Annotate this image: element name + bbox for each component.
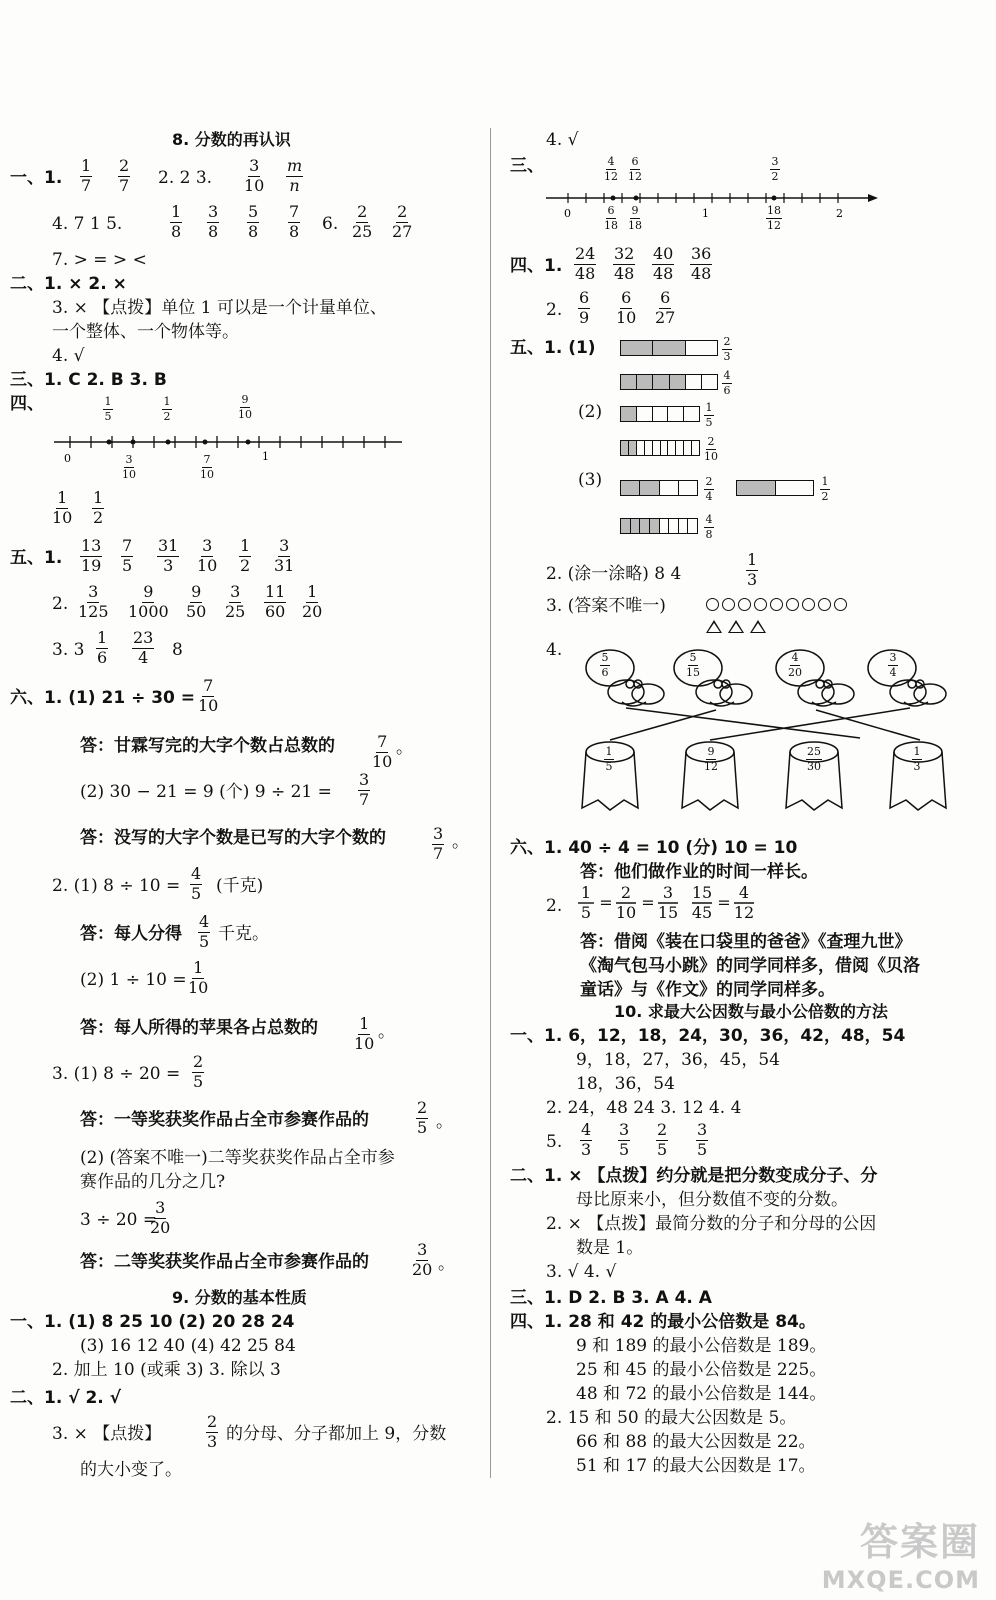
fraction: $\frac{4}{3}$: [581, 1120, 592, 1159]
left-line: 。: [378, 1022, 395, 1042]
fraction: $\frac{6}{27}$: [655, 288, 676, 327]
left-line: 3. × 【点拨】单位 1 可以是一个计量单位、: [52, 298, 387, 318]
fraction: $\frac{4}{5}$: [199, 912, 210, 951]
svg-text:=: =: [599, 893, 613, 912]
left-line: 答：每人分得: [80, 924, 182, 944]
watermark: [822, 1511, 980, 1594]
right-line: 48 和 72 的最小公倍数是 144。: [576, 1384, 827, 1404]
stump-fraction: $\frac{9}{12}$: [704, 745, 718, 773]
fraction: $\frac{5}{8}$: [248, 202, 259, 241]
fraction: $\frac{2}{3}$: [723, 335, 731, 363]
fraction: $\frac{3}{20}$: [412, 1240, 433, 1279]
right-line: 4. √: [546, 130, 579, 150]
fraction: $\frac{6}{12}$: [628, 155, 642, 183]
fraction: $\frac{3}{7}$: [433, 824, 444, 863]
fraction: $\frac{1}{6}$: [97, 628, 108, 667]
fraction: $\frac{3}{5}$: [697, 1120, 708, 1159]
left-line: 的分母、分子都加上 9，分数: [226, 1424, 447, 1444]
fraction-bar: [620, 440, 700, 456]
number-line-2: [540, 150, 880, 240]
left-line: 五、1.: [10, 548, 63, 568]
fraction: $\frac{36}{48}$: [691, 244, 712, 283]
right-line: 答：他们做作业的时间一样长。: [580, 862, 818, 882]
left-line: 三、1. C 2. B 3. B: [10, 370, 167, 390]
left-line: 7. > = > <: [52, 250, 147, 270]
svg-text:4: 4: [738, 884, 750, 902]
section-9-title: 9. 分数的基本性质: [172, 1288, 307, 1307]
watermark-line2: MXQE.COM: [821, 1566, 980, 1594]
nl2-label-0: 0: [564, 207, 571, 220]
fraction: $\frac{3}{10}$: [197, 536, 218, 575]
left-line: 2. (1) 8 ÷ 10 =: [52, 876, 181, 896]
left-line: 4. √: [52, 346, 85, 366]
left-line: 。: [436, 1112, 453, 1132]
fraction: $\frac{1}{20}$: [302, 582, 323, 621]
fraction: $\frac{9}{50}$: [186, 582, 207, 621]
left-line: 答：每人所得的苹果各占总数的: [80, 1018, 318, 1038]
fraction: $\frac{6}{18}$: [604, 204, 618, 232]
fraction-bar: [620, 518, 698, 534]
fraction: $\frac{3}{125}$: [78, 582, 109, 621]
stump-fraction: $\frac{25}{30}$: [807, 745, 821, 773]
fraction: $\frac{1}{2}$: [240, 536, 251, 575]
left-line: 3. 3: [52, 640, 85, 660]
svg-text:15: 15: [691, 884, 713, 902]
left-line: 8: [172, 640, 183, 660]
right-line: 2. 15 和 50 的最大公因数是 5。: [546, 1408, 797, 1428]
fraction: $\frac{1}{5}$: [705, 401, 713, 429]
triangles-drawing: [706, 620, 766, 633]
fraction: $\frac{6}{10}$: [616, 288, 637, 327]
fraction: $\frac{1}{10}$: [354, 1014, 375, 1053]
fraction: $\frac{18}{12}$: [767, 204, 781, 232]
fraction: $\frac{3}{5}$: [619, 1120, 630, 1159]
right-line: 四、1.: [510, 256, 563, 276]
nl-label-0: 0: [64, 452, 71, 465]
fraction: $\frac{1}{2}$: [93, 488, 104, 527]
right-line: 2.: [546, 896, 563, 916]
fraction: $\frac{6}{9}$: [579, 288, 590, 327]
right-line: 2. × 【点拨】最简分数的分子和分母的公因: [546, 1214, 877, 1234]
left-line: 3 ÷ 20 =: [80, 1210, 158, 1230]
bee-fraction: $\frac{4}{20}$: [788, 651, 802, 679]
right-line: 66 和 88 的最大公因数是 22。: [576, 1432, 816, 1452]
right-line: 25 和 45 的最小公倍数是 225。: [576, 1360, 827, 1380]
left-line: (千克): [216, 876, 264, 896]
left-line: (3) 16 12 40 (4) 42 25 84: [80, 1336, 296, 1356]
fraction: $\frac{m}{n}$: [287, 156, 303, 195]
fraction: $\frac{1}{7}$: [81, 156, 92, 195]
fraction: $\frac{4}{8}$: [705, 513, 713, 541]
fraction-equation: [576, 884, 756, 924]
svg-text:1: 1: [580, 884, 592, 902]
fraction: $\frac{1}{5}$: [104, 395, 112, 423]
stump-fraction: $\frac{1}{5}$: [605, 745, 613, 773]
fraction-bar: [620, 340, 718, 356]
right-line: 童话》与《作文》的同学同样多。: [580, 980, 835, 1000]
left-line: 二、1. √ 2. √: [10, 1388, 122, 1408]
right-line: 51 和 17 的最大公因数是 17。: [576, 1456, 816, 1476]
left-line: 。: [438, 1254, 455, 1274]
right-line: 母比原来小，但分数值不变的分数。: [576, 1190, 848, 1210]
fraction: $\frac{7}{10}$: [372, 732, 393, 771]
left-line: 答：没写的大字个数是已写的大字个数的: [80, 828, 386, 848]
fraction: $\frac{1}{10}$: [52, 488, 73, 527]
bee-fraction: $\frac{5}{15}$: [686, 651, 700, 679]
fraction: $\frac{1}{3}$: [747, 550, 758, 589]
right-line: 3. (答案不唯一): [546, 596, 666, 616]
right-line: 2.: [546, 300, 563, 320]
fraction: $\frac{3}{7}$: [359, 770, 370, 809]
nl2-label-2: 2: [836, 207, 843, 220]
fraction: $\frac{3}{25}$: [225, 582, 246, 621]
left-line: 千克。: [218, 924, 269, 944]
fraction-bar: [736, 480, 814, 496]
svg-text:3: 3: [662, 884, 674, 902]
right-line: 9 和 189 的最小公倍数是 189。: [576, 1336, 827, 1356]
left-line: 6.: [322, 214, 339, 234]
left-line: 四、: [10, 394, 44, 414]
stump-fraction: $\frac{1}{3}$: [913, 745, 921, 773]
left-line: 3. × 【点拨】: [52, 1424, 162, 1444]
left-line: 二、1. × 2. ×: [10, 274, 127, 294]
svg-text:=: =: [717, 893, 731, 912]
right-line: 2. 24，48 24 3. 12 4. 4: [546, 1098, 742, 1118]
left-line: 4. 7 1 5.: [52, 214, 123, 234]
left-line: 赛作品的几分之几?: [80, 1172, 226, 1192]
fraction: $\frac{2}{10}$: [704, 435, 718, 463]
right-line: 二、1. × 【点拨】约分就是把分数变成分子、分: [510, 1166, 878, 1186]
nl2-label-1: 1: [702, 207, 709, 220]
svg-text:5: 5: [580, 903, 592, 922]
fraction-bar: [620, 374, 718, 390]
fraction: $\frac{7}{10}$: [200, 453, 214, 481]
fraction: $\frac{7}{5}$: [122, 536, 133, 575]
fraction: $\frac{23}{4}$: [133, 628, 154, 667]
right-line: 《淘气包马小跳》的同学同样多，借阅《贝洛: [580, 956, 920, 976]
right-line: 5.: [546, 1132, 563, 1152]
column-divider: [490, 128, 491, 1478]
left-line: (2) 1 ÷ 10 =: [80, 970, 187, 990]
fraction: $\frac{3}{31}$: [274, 536, 295, 575]
fraction: $\frac{3}{2}$: [771, 155, 779, 183]
left-line: 2. 2 3.: [158, 168, 213, 188]
left-line: 答：二等奖获奖作品占全市参赛作品的: [80, 1252, 369, 1272]
right-line: 数是 1。: [576, 1238, 644, 1258]
fraction: $\frac{9}{18}$: [628, 204, 642, 232]
left-line: (2) 30 − 21 = 9 (个) 9 ÷ 21 =: [80, 782, 332, 802]
left-line: 一、1.: [10, 168, 63, 188]
nl-label-1: 1: [262, 450, 269, 463]
left-line: (2) (答案不唯一)二等奖获奖作品占全市参: [80, 1148, 395, 1168]
fraction: $\frac{2}{27}$: [392, 202, 413, 241]
right-line: 4.: [546, 640, 563, 660]
svg-text:45: 45: [691, 903, 713, 922]
right-line: 18，36，54: [576, 1074, 675, 1094]
right-line: 六、1. 40 ÷ 4 = 10 (分) 10 = 10: [510, 838, 798, 858]
circles-drawing: [706, 598, 847, 611]
fraction: $\frac{1}{8}$: [171, 202, 182, 241]
matching-drawing: [570, 640, 970, 820]
section-10-title: 10. 求最大公因数与最小公倍数的方法: [614, 1002, 888, 1021]
fraction: $\frac{24}{48}$: [575, 244, 596, 283]
fraction: $\frac{4}{12}$: [604, 155, 618, 183]
svg-text:10: 10: [615, 903, 637, 922]
fraction: $\frac{40}{48}$: [653, 244, 674, 283]
fraction: $\frac{7}{8}$: [289, 202, 300, 241]
fraction: $\frac{3}{20}$: [150, 1198, 171, 1237]
fraction: $\frac{2}{3}$: [207, 1412, 218, 1451]
fraction: $\frac{2}{4}$: [705, 475, 713, 503]
fraction: $\frac{2}{25}$: [352, 202, 373, 241]
fraction: $\frac{32}{48}$: [614, 244, 635, 283]
fraction: $\frac{7}{10}$: [198, 676, 219, 715]
left-line: 2. 加上 10 (或乘 3) 3. 除以 3: [52, 1360, 281, 1380]
left-line: 。: [396, 738, 413, 758]
fraction: $\frac{11}{60}$: [265, 582, 286, 621]
fraction: $\frac{1}{2}$: [821, 475, 829, 503]
fraction: $\frac{13}{19}$: [81, 536, 102, 575]
right-line: 三、: [510, 156, 544, 176]
fraction: $\frac{9}{1000}$: [128, 582, 169, 621]
right-line: 3. √ 4. √: [546, 1262, 617, 1282]
fraction: $\frac{4}{5}$: [191, 864, 202, 903]
right-line: (2): [578, 402, 603, 422]
fraction: $\frac{31}{3}$: [158, 536, 179, 575]
svg-text:2: 2: [620, 884, 632, 902]
right-line: 2. (涂一涂略) 8 4: [546, 564, 682, 584]
section-8-title: 8. 分数的再认识: [172, 130, 291, 149]
bee-fraction: $\frac{3}{4}$: [889, 651, 897, 679]
left-line: 3. (1) 8 ÷ 20 =: [52, 1064, 181, 1084]
fraction-bar: [620, 480, 698, 496]
right-line: 三、1. D 2. B 3. A 4. A: [510, 1288, 712, 1308]
left-line: 答：一等奖获奖作品占全市参赛作品的: [80, 1110, 369, 1130]
fraction: $\frac{2}{5}$: [193, 1052, 204, 1091]
left-line: 2.: [52, 594, 69, 614]
fraction: $\frac{4}{6}$: [723, 369, 731, 397]
svg-text:12: 12: [733, 903, 755, 922]
fraction: $\frac{1}{10}$: [188, 958, 209, 997]
fraction: $\frac{9}{10}$: [238, 393, 252, 421]
svg-text:15: 15: [657, 903, 679, 922]
fraction: $\frac{3}{8}$: [208, 202, 219, 241]
fraction: $\frac{2}{5}$: [417, 1098, 428, 1137]
fraction: $\frac{2}{5}$: [657, 1120, 668, 1159]
watermark-line1: 答案圈: [859, 1520, 980, 1564]
fraction: $\frac{3}{10}$: [122, 453, 136, 481]
right-line: 一、1. 6，12，18，24，30，36，42，48，54: [510, 1026, 906, 1046]
fraction: $\frac{2}{7}$: [119, 156, 130, 195]
left-line: 一个整体、一个物体等。: [52, 322, 239, 342]
fraction: $\frac{1}{2}$: [163, 395, 171, 423]
right-line: 五、1. (1): [510, 338, 596, 358]
right-line: 四、1. 28 和 42 的最小公倍数是 84。: [510, 1312, 816, 1332]
bee-fraction: $\frac{5}{6}$: [601, 651, 609, 679]
left-line: 六、1. (1) 21 ÷ 30 =: [10, 688, 196, 708]
right-line: 答：借阅《装在口袋里的爸爸》《查理九世》: [580, 932, 912, 952]
svg-text:=: =: [641, 893, 655, 912]
left-line: 。: [452, 832, 469, 852]
left-line: 答：甘霖写完的大字个数占总数的: [80, 736, 335, 756]
left-line: 的大小变了。: [80, 1460, 182, 1480]
right-line: (3): [578, 470, 603, 490]
fraction-bar: [620, 406, 700, 422]
fraction: $\frac{3}{10}$: [244, 156, 265, 195]
left-line: 一、1. (1) 8 25 10 (2) 20 28 24: [10, 1312, 295, 1332]
right-line: 9，18，27，36，45，54: [576, 1050, 780, 1070]
